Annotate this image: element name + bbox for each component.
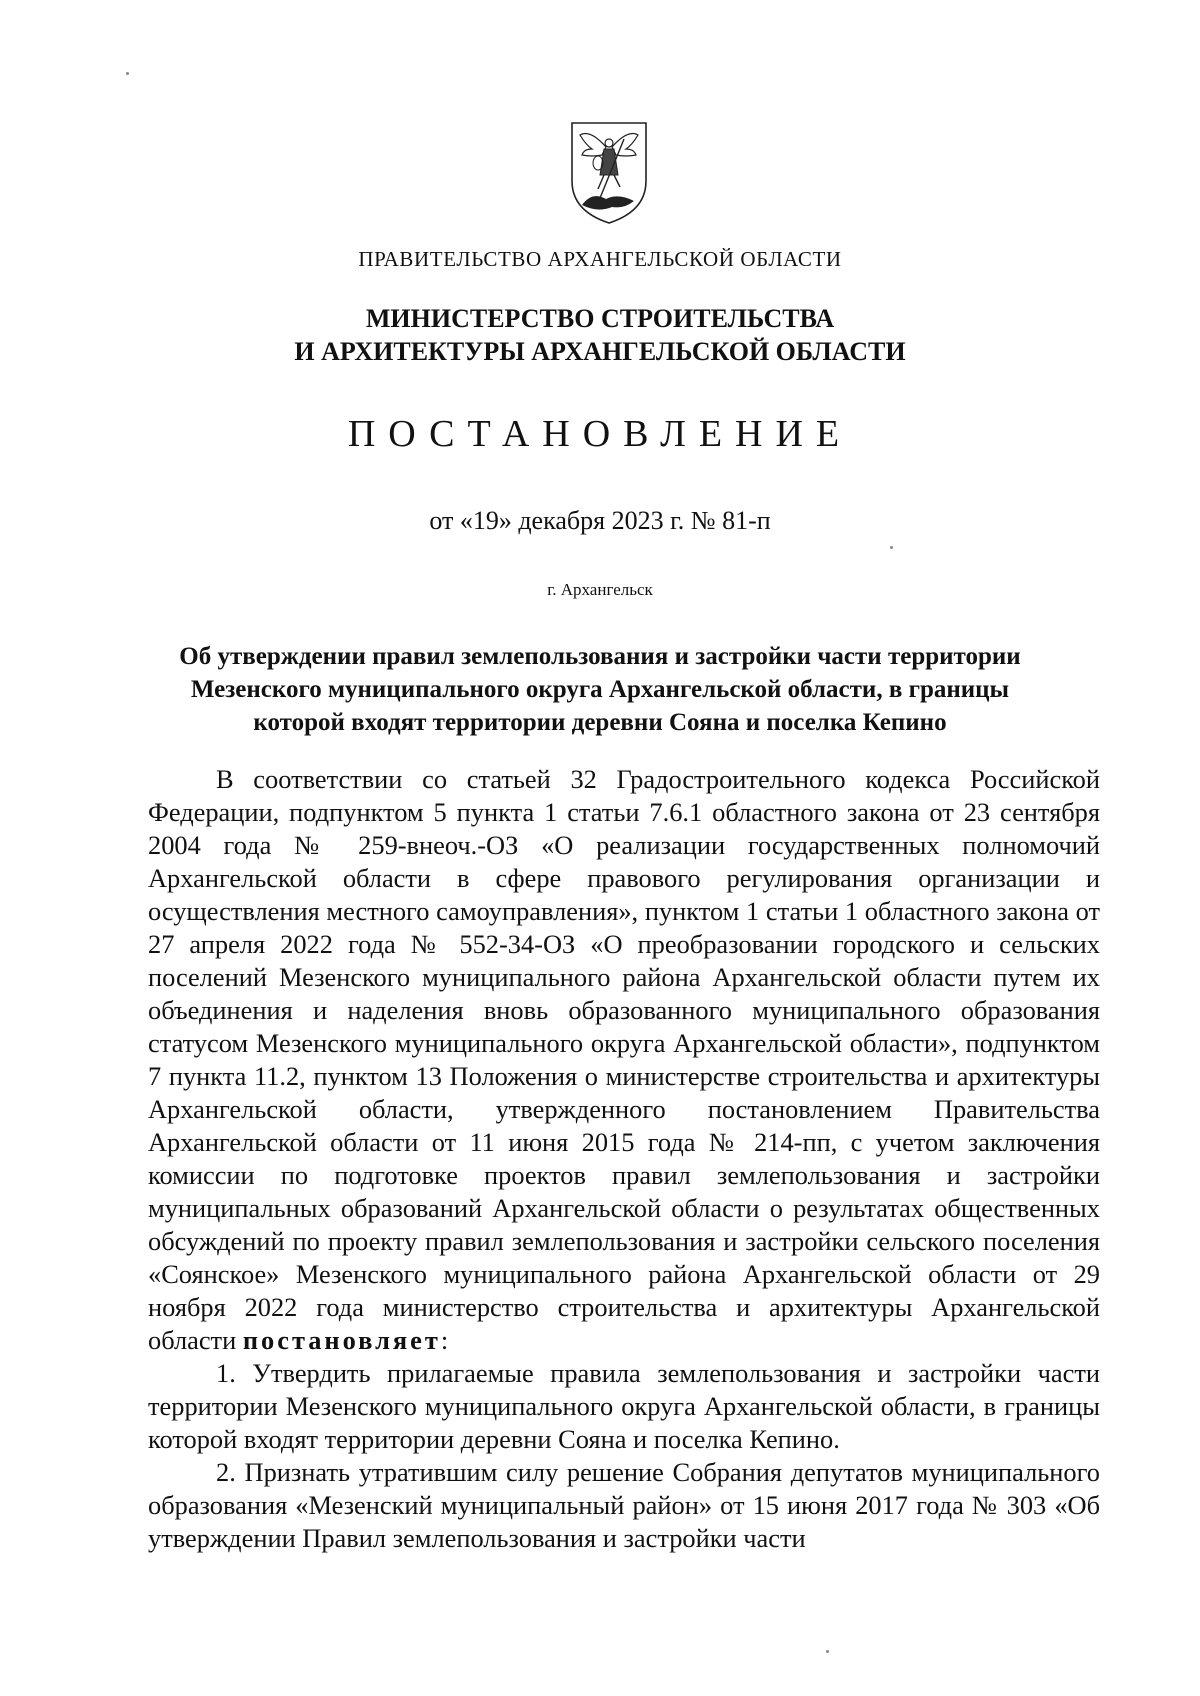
- preamble-paragraph: [148, 763, 1100, 1357]
- resolves-word: постановляет: [242, 1325, 441, 1355]
- document-subject: [0, 640, 1200, 739]
- subject-line2: Мезенского муниципального округа Архангельской области, в границы: [190, 676, 1010, 703]
- subject-line3: которой входят территории деревни Сояна и поселка Кепино: [253, 709, 947, 736]
- ministry-name: [0, 302, 1200, 368]
- subject-line1: Об утверждении правил землепользования и застройки части территории: [179, 643, 1021, 670]
- scan-speck: [126, 72, 129, 75]
- document-city: г. Архангельск: [547, 580, 653, 599]
- coat-of-arms-icon: [568, 119, 650, 227]
- item-1-paragraph: 1. Утвердить прилагаемые правила землепользования и застройки части территории Мезенского муниципального округа Архангельской области, в границы которой входят территории деревни Сояна и поселка Кепино.: [148, 1358, 1100, 1454]
- preamble-text: В соответствии со статьей 32 Градостроительного кодекса Российской Федерации, подпунктом 5 пункта 1 статьи 7.6.1 областного закона от 23 сентября 2004 года № 259-внеоч.-ОЗ «О реализации государственных полномочий Архангельской области в сфере правового регулирования организации и осуществления местного самоуправления», пунктом 1 статьи 1 областного закона от 27 апреля 2022 года № 552-34-ОЗ «О преобразовании городского и сельских поселений Мезенского муниципального района Архангельской области путем их объединения и наделения вновь образованного муниципального образования статусом Мезенского муниципального округа Архангельской области», подпунктом 7 пункта 11.2, пунктом 13 Положения о министерстве строительства и архитектуры Архангельской области, утвержденного постановлением Правительства Архангельской области от 11 июня 2015 года № 214-пп, с учетом заключения комиссии по подготовке проектов правил землепользования и застройки муниципальных образований Архангельской области о результатах общественных обсуждений по проекту правил землепользования и застройки сельского поселения «Соянское» Мезенского муниципального района Архангельской области от 29 ноября 2022 года министерство строительства и архитектуры Архангельской области: [148, 764, 1100, 1355]
- government-name: ПРАВИТЕЛЬСТВО АРХАНГЕЛЬСКОЙ ОБЛАСТИ: [358, 247, 842, 271]
- document-body: [148, 763, 1100, 1555]
- resolves-colon: :: [440, 1325, 449, 1355]
- ministry-name-line2: И АРХИТЕКТУРЫ АРХАНГЕЛЬСКОЙ ОБЛАСТИ: [294, 337, 906, 366]
- document-date-number: от «19» декабря 2023 г. № 81-п: [429, 506, 771, 535]
- document-type-title: ПОСТАНОВЛЕНИЕ: [347, 413, 853, 455]
- scan-speck: [890, 546, 893, 549]
- item-2-paragraph: 2. Признать утратившим силу решение Собрания депутатов муниципального образования «Мезенский муниципальный район» от 15 июня 2017 года № 303 «Об утверждении Правил землепользования и застройки части: [148, 1457, 1100, 1553]
- ministry-name-line1: МИНИСТЕРСТВО СТРОИТЕЛЬСТВА: [365, 304, 835, 333]
- scan-speck: [826, 1650, 829, 1653]
